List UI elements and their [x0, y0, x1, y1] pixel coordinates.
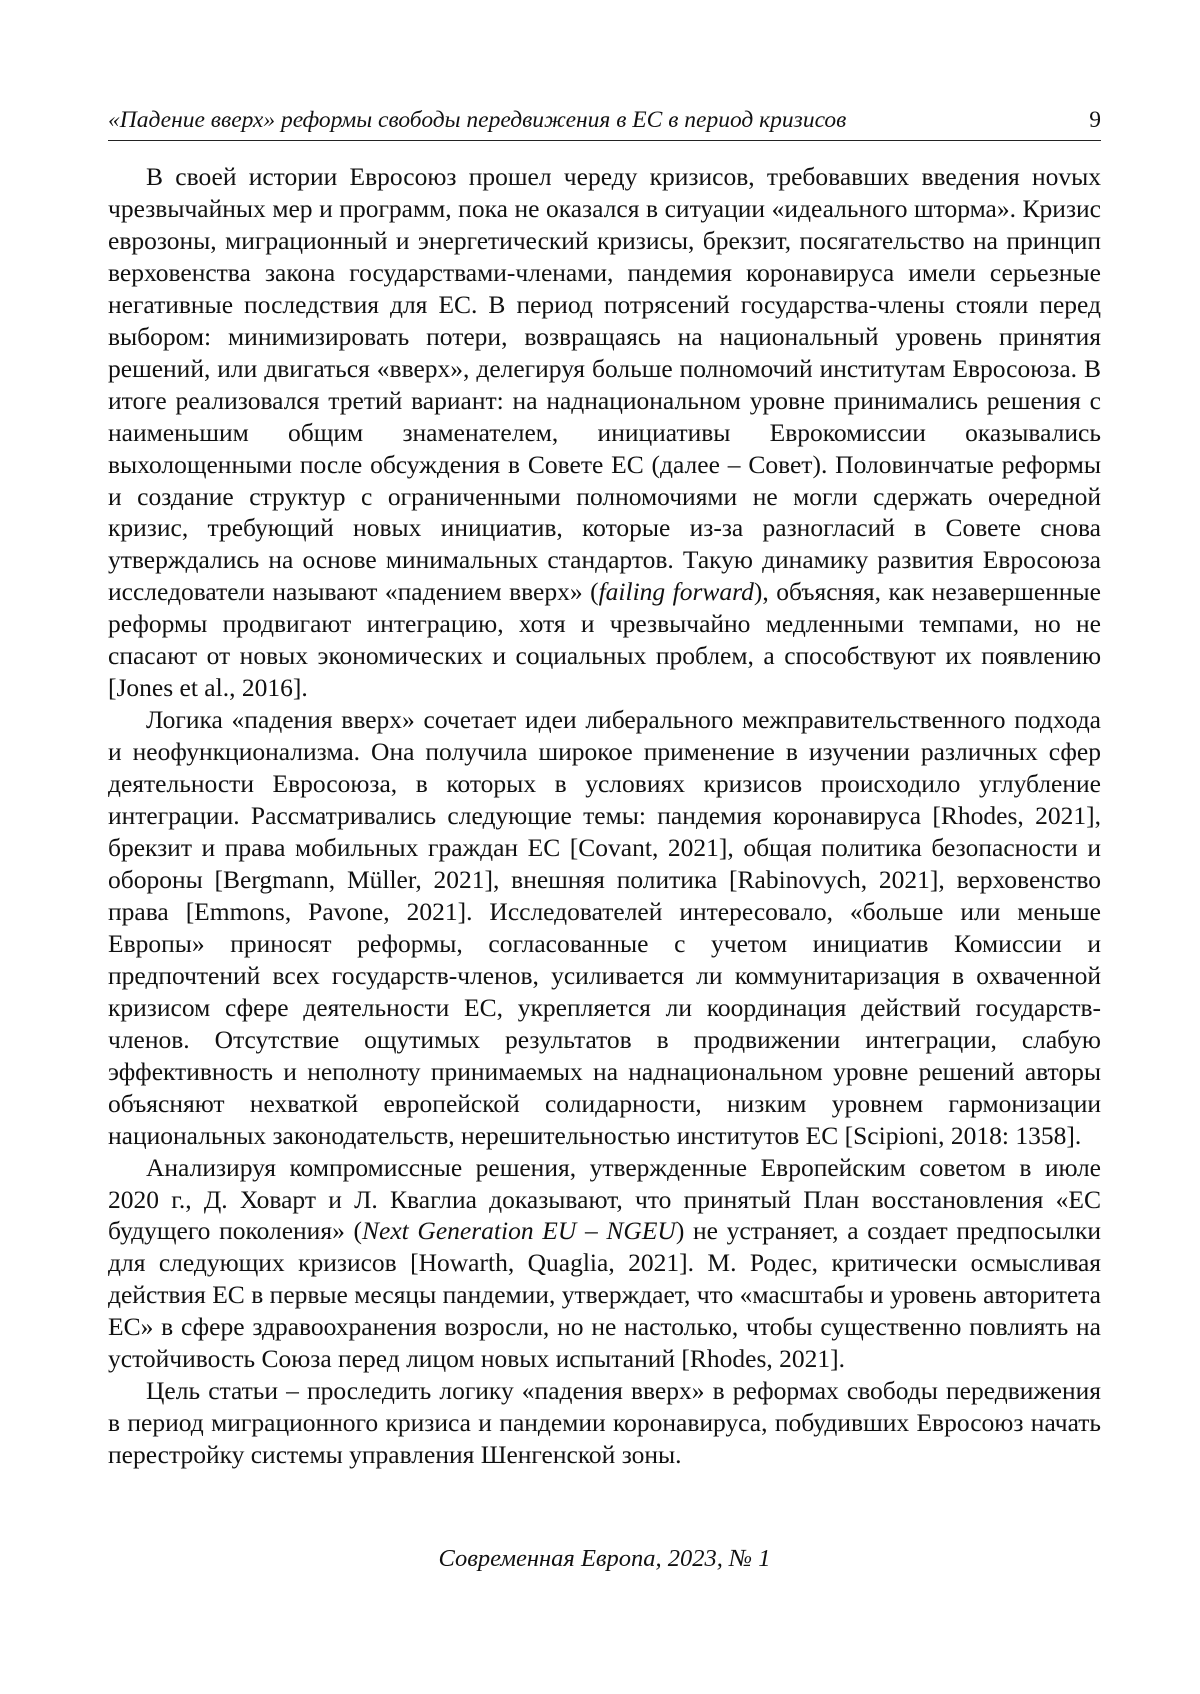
paragraph-3-italic-term: Next Generation EU – NGEU [362, 1216, 676, 1246]
running-head [108, 104, 1101, 141]
paragraph-1 [108, 161, 1101, 704]
paragraph-2-text: Логика «падения вверх» сочетает идеи либерального межправительственного подхода и неофункционализма. Она получила широкое применение в изучении различных сфер деятельности Евросоюза, в которых в условиях кризисов происходило углубление интеграции. Рассматривались следующие темы: пандемия коронавируса [Rhodes, 2021], брекзит и права мобильных граждан ЕС [Covant, 2021], общая политика безопасности и обороны [Bergmann, Müller, 2021], внешняя политика [Rabinovych, 2021], верховенство права [Emmons, Pavone, 2021]. Исследователей интересовало, «больше или меньше Европы» приносят реформы, согласованные с учетом инициатив Комиссии и предпочтений всех государств-членов, усиливается ли коммунитаризация в охваченной кризисом сфере деятельности ЕС, укрепляется ли координация действий государств-членов. Отсутствие ощутимых результатов в продвижении интеграции, слабую эффективность и неполноту принимаемых на наднациональном уровне решений авторы объясняют нехваткой европейской солидарности, низким уровнем гармонизации национальных законодательств, нерешительностью институтов ЕС [Scipioni, 2018: 1358]. [108, 705, 1101, 1150]
paragraph-4 [108, 1375, 1101, 1471]
article-body [108, 161, 1101, 1471]
paragraph-1-italic-term: failing forward [598, 577, 754, 607]
paragraph-3-text-a: Анализируя компромиссные решения, утвержденные Европейским советом в июле 2020 г., Д. Ховарт и Л. Кваглиа доказывают, что принятый План восстановления «ЕС будущего поколения» ( [108, 1152, 1101, 1246]
paragraph-2 [108, 704, 1101, 1151]
paragraph-3 [108, 1152, 1101, 1376]
paragraph-1-text-a: В своей истории Евросоюз прошел череду кризисов, требовавших введения ноvых чрезвычайных мер и программ, пока не оказался в ситуации «идеального шторма». Кризис еврозоны, миграционный и энергетический кризисы, брекзит, посягательство на принцип верховенства закона государствами-членами, пандемия коронавируса имели серьезные негативные последствия для ЕС. В период потрясений государства-члены стояли перед выбором: минимизировать потери, возвращаясь на национальный уровень принятия решений, или двигаться «вверх», делегируя больше полномочий институтам Евросоюза. В итоге реализовался третий вариант: на наднациональном уровне принимались решения с наименьшим общим знаменателем, инициативы Еврокомиссии оказывались выхолощенными после обсуждения в Совете ЕС (далее – Совет). Половинчатые реформы и создание структур с ограниченными полномочиями не могли сдержать очередной кризис, требующий новых инициатив, которые из-за разногласий в Совете снова утверждались на основе минимальных стандартов. Такую динамику развития Евросоюза исследователи называют «падением вверх» ( [108, 162, 1101, 607]
journal-footer: Современная Европа, 2023, № 1 [438, 1545, 771, 1572]
paragraph-3-text-b: ) не устраняет, а создает предпосылки для следующих кризисов [Howarth, Quaglia, 2021]. М. Родес, критически осмысливая действия ЕС в первые месяцы пандемии, утверждает, что «масштабы и уровень авторитета ЕС» в сфере здравоохранения возросли, но не настолько, чтобы существенно повлиять на устойчивость Союза перед лицом новых испытаний [Rhodes, 2021]. [108, 1216, 1101, 1374]
paragraph-4-text: Цель статьи – проследить логику «падения вверх» в реформах свободы передвижения в период миграционного кризиса и пандемии коронавируса, побудивших Евросоюз начать перестройку системы управления Шенгенской зоны. [108, 1376, 1101, 1470]
page-number: 9 [1089, 107, 1101, 133]
paragraph-1-text-b: ), объясняя, как незавершенные реформы продвигают интеграцию, хотя и чрезвычайно медленными темпами, но не спасают от новых экономических и социальных проблем, а способствуют их появлению [Jones et al., 2016]. [108, 577, 1101, 703]
running-title: «Падение вверх» реформы свободы передвижения в ЕС в период кризисов [108, 107, 847, 133]
